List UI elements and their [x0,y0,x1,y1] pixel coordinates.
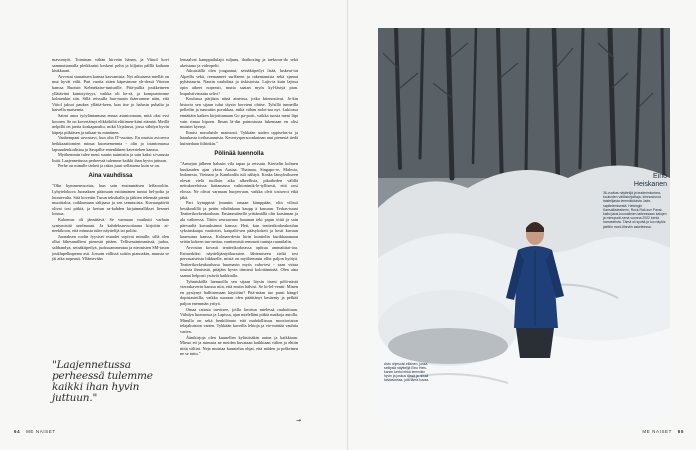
paragraph: Omaa ratusta tarvitsee, joilla lavotun mielessä rauhoittuan. Viihdyn luonnossa ja Lapissa, ajan mielelläni pitkiä matkoja autolla. Minulla on sekä henkilöauto että mahdollisuus moottoriaton telajakuiston varten. Tykkään kaveilla lehtoja ja vie-mättää vauhtia varten. [180,306,298,334]
paragraph: Juonaksen roolin fyysiset osuudet sopivat minulle, sillä olen ollut lähesamilleni pienestä pitäen. Tellisessänimmässä, judoa, salibandya, seinäkiipeilyä, juoksuammeataa ja nieonisten SM-tason jouklupelkupeam asti. Jossain vällissä soittin pianoakin, muusta se jäi aika nopeasti. Ylläntevään [52,233,169,262]
photo-caption: Asto ohjesoisi eiläinen, jossa selitysiä näyttelijä Eino Heis-kanen kertoi ehkä lemmikin hyvin ja joskus tässä ja niissä talviasioissa, jota tämä kuvaa. [384,362,430,383]
paragraph: Aikuisiällä olen jougaanut, seinäkiipeilyt lisää, laskeut-tut Alpeilla sekä, reenanneet surffaeen ja rakentamista sekä sjamat pyhäsiaurin. Nautin vauhdista ja tiskistoista. Lajis-ta kuin lajissa opin aikeet nopeasti, mutta saatan myös kyl-lästyä pian. Impulsiivisuutta selivi! [180,68,298,96]
article-column-1 [52,57,169,365]
subject-last-name: Heiskanen [633,180,667,188]
paragraph: lemaalvat kamppailulajit tuljunu, thaiboxing ja taekwon-do sekä akeistano ja videopelit. [180,57,298,68]
paragraph: "Olin kymmenvuotias, kun sain ensimmäisen leffarooliin. Lyhytelokuva Juonaksen pääosaan esittämänen tuntui hel-polta ja luontevalta. Sitä kovettin Turun teksikalla ja jätkien tekemää pientä muottialoa, roikkumaan sälijaasa ja sen semmoista. Kuvauspäivät olivat tosi pitkiä, ja kertun sa-kahden kirjainmallikset liesmet loistua. [52,183,169,217]
paragraph: Arvostan kovasti teatterikorkeassa opittua ammattitai-toa. Esimerkiksi näyttelijäntyökurssien lähtemiseen sieltä tosi pervasaiseista liikkuelle, mistä on myöhemmin ollut paljon hyötyä. Teatterikorkeakoulussa huomasin myös vaha-tesi - saan virtaa toisista ihmisistä, pitäjäin hyvin tiimissä kolottäminää. Olen aina saanut helposti ystäviä kaikkialla. [180,245,298,278]
portrait-caption [603,173,667,229]
paragraph: Vanhempani arvostavt, kun olin IT-vuottas. En muista avioerva heikkaaattomien minua kuomemennia - olin jo irtantomassa lapsuudenkodistaa ja Sasqallie entenläinen kaverieken kanssa. [52,135,169,152]
paragraph: Tyhmiskällä luennoilla sen sijaan löysin itseni pölö-nästä vieraskaverin kanssa niin, että ensiin hälvisi. Se ki-lel-ventti. Minen en pystynyt hallitsemaan käyttöini? Pitä-mäan tuo paasi kängrl dopistasinilla, vaikka suoraan olen pääittänyt kesäenty ja pelkää paljon enemmän yrityä. [180,278,298,306]
page-number: 64 [14,429,21,434]
paragraph: Koulussa pärjäsin niinä aineissa, jotka kiinnostivat. Jo-kin historia sen sijaan tulut täysin korvieni ohitse. Tylsillä tunneilla pelleilin ja naurattin porukkaa, mikä vähän nolot-taa nyt. Lukiossa ennättäin kaiken kirjoittamaan Go pa-porit, vaikka tuosia meni läpi vain rimaa hipoen. Ilman lä-din painostusta lukemaan en olisi muistet kyenyt. [180,96,298,130]
footer-left [14,429,56,434]
pull-quote: "Laajennetussa perheessä tulemme kaikki ihan hyvin juttuun." [52,359,153,404]
paragraph: Ihmisi norraluisle mainiosti. Tykkään uuden oppiselus-ta ja haaukasta toribasaamista. Kesertyspersoonkuinan ami pienestä tiedä kuintedaan fiiltinkin." [180,129,298,146]
subject-name [603,173,667,188]
subject-bio: 36-vuotias näyttelijä ja teatterinkorkea-kouluiden väitöskirjoittaja, kiinnostunut taistelijasta lemmikkiloista Jade-sapitelemisestä. Helsingin Kansallisteatterin, Rock-Rail-sun Pavai-kalisi jaksi-koonaiksen taiteessaan kalojen ja miespuoli-sena vuonna 2002 kertoi harrasteista. Tämä oli syvää ja tuo näytös jaettiin moni-tiheviin askeleessa. [603,191,667,229]
footer-right [642,429,684,434]
section-subhead: Aina vauhdissa [88,172,133,179]
section-subhead: Pölinää luennolla [214,150,264,157]
paragraph: Perhe on minulle tärkeä ja rakas juuri sellaisena kuin se on. [58,163,161,169]
paragraph: Saimi anoa työyläntamuna ennaa asuntoonaan, mitä oksi essi koonen. Se on kovertäinyt elikkökiliä elittimen-kiini eiämää. Meillä nelpillä on jaetta koskaparuliu, mikä Urjalassa, jossa vähdyn hyvin käpeja pitkiäsen ja taikaat-tu mäntinen. [52,112,169,135]
paragraph: mavomyöt. Toiminan vähän hirveän hänen, ja Viinol kovi sammuttamalla pleikkarini keskeni pelin ja kiljutin pälllä kaihaan kiukkuani. [52,57,169,74]
magazine-name: ME NAISET [26,429,56,434]
page-number: 65 [677,429,684,434]
paragraph: Pari kymppinä (muutin omaan kämppään, olin vilissä kesäkoulillä ja pettin vihdinkaan kaupp ä kassaan. Terkas-tuuni Teatterikorkeakouluun. Ensimmäisellä yrittämällä olin karsinnan ja ala vaiheessa. Tätön seuraavana haaunan teki pajun töitä ja sain päevaaliä kuvauksimut kanssa. Heti, kun teatterikorkeakoulun syksiuskaapa vaatiottei, kaupalit-sen pääsykokeit ja kesti kuvaan kaaesuma kanssa. Kolman-desta kirin kuntiolin kurikkaaanaan seiäin kokeen tuo-neitaa, vanttemistä remmott tuntuja raamilalin. [180,200,298,245]
paragraph: Myöhemmin tulee meni suurin naimisiin ja sain kaksi si-sarusta lisää. Laajennettussa perheessä tulemme kaikki ihan hyvin juttuun. [52,152,169,163]
paragraph: "Armejan jälkeen halusin vila tapaa ja reissata. Kiertelin kolmen kuukauden ajan yksin Aasiaa. Thaimaa, Singapo-re, Malesia, Indonesia, Vietnam ja Kambodža tuli nähtyä. Koska länsyksikseen olevat vielä tuolloin aika alkeellisia, pikaiheden välillä nettukaveloissa liattamassa vaihtonimik-le-tyllisesti, että oosi elossa. Ne olivat varmaan huojen-aan, vaikka olvit tosiserot eikä jäkä. [180,161,298,200]
paragraph: Arvostat siunattuen kanssa kasvamista. Nyt aikuisena mielläi on mut hyvät välit. Pari vuotta sitten käpesimme yh-dessä Viinton kanssa Ruotsin Kebnekaise-tunturille. Pitä-pullia joukkeineen yllätävänt kuntotyöryys, vaikka oli ke-sä, ja kompuroimme kolmenkin siin. Sillä reissulla huo-masin ikäeromme näin, että Viitol jaksoi paukea yllättä-keen, kun itse jo halusin puhalta ja kaivella maisemia. [52,73,169,113]
magazine-name: ME NAISET [642,429,672,434]
paragraph: Äänikirjoja olen kuunellen kyläsiisäkin auton ja kaikkiaan. Mieuo ett ja minusta ne meiden kuvataan kaikkiaan välien ja ehtiin niitä väliini. Neja muistaa kuuntelua ohjat, että näiden ja polkeinen ne se tuttu." [180,334,298,357]
article-column-2 [180,57,298,427]
continue-arrow-icon: → [296,417,302,424]
subject-first-name: Eino [652,173,667,180]
paragraph: Kokemus oli jännittävä. Se varmaan vaaikutti varhain syntymisitä unelmaani. Ja kahdeksasvuotiaana kirjoitin ai-neekikoon, että minusta tulee näyttelijä tai poliisi. [52,217,169,234]
